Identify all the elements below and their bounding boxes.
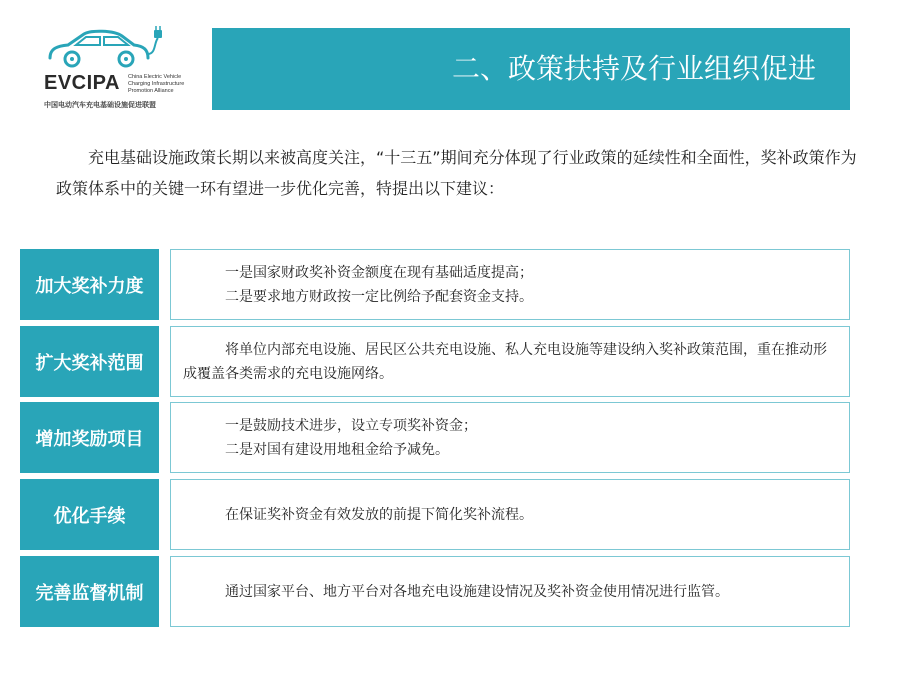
recommendation-row	[20, 556, 850, 627]
recommendation-row	[20, 326, 850, 397]
logo-english-name	[128, 74, 200, 95]
recommendation-row	[20, 402, 850, 473]
evcipa-logo	[40, 24, 200, 116]
row-label: 优化手续	[20, 479, 159, 550]
logo-english-line: Charging Infrastructure	[128, 81, 185, 87]
row-line: 一是国家财政奖补资金额度在现有基础适度提高；	[225, 264, 533, 281]
row-content	[170, 326, 850, 397]
title-banner	[212, 28, 850, 110]
row-line: 一是鼓励技术进步，设立专项奖补资金；	[225, 417, 477, 434]
row-label: 扩大奖补范围	[20, 326, 159, 397]
recommendation-row	[20, 249, 850, 320]
row-line: 将单位内部充电设施、居民区公共充电设施、私人充电设施等建设纳入奖补政策范围，重在推动形成覆盖各类需求的充电设施网络。	[183, 341, 827, 382]
page-title: 二、政策扶持及行业组织促进	[451, 52, 816, 85]
row-content	[170, 479, 850, 550]
row-line: 在保证奖补资金有效发放的前提下简化奖补流程。	[225, 506, 533, 523]
row-label: 加大奖补力度	[20, 249, 159, 320]
electric-car-icon	[44, 24, 164, 70]
logo-english-line: China Electric Vehicle	[128, 74, 182, 80]
row-content	[170, 402, 850, 473]
row-content	[170, 556, 850, 627]
row-label: 完善监督机制	[20, 556, 159, 627]
logo-wordmark: EVCIPA	[44, 72, 120, 94]
row-label: 增加奖励项目	[20, 402, 159, 473]
logo-english-line: Promotion Alliance	[128, 88, 174, 94]
intro-paragraph: 充电基础设施政策长期以来被高度关注，“十三五”期间充分体现了行业政策的延续性和全面性，奖补政策作为政策体系中的关键一环有望进一步优化完善，特提出以下建议：	[56, 148, 857, 198]
row-content	[170, 249, 850, 320]
logo-chinese-name: 中国电动汽车充电基础设施促进联盟	[44, 101, 156, 109]
row-line: 二是要求地方财政按一定比例给予配套资金支持。	[225, 288, 533, 305]
recommendation-row	[20, 479, 850, 550]
row-line: 通过国家平台、地方平台对各地充电设施建设情况及奖补资金使用情况进行监管。	[225, 583, 729, 600]
row-line: 二是对国有建设用地租金给予减免。	[225, 441, 449, 458]
